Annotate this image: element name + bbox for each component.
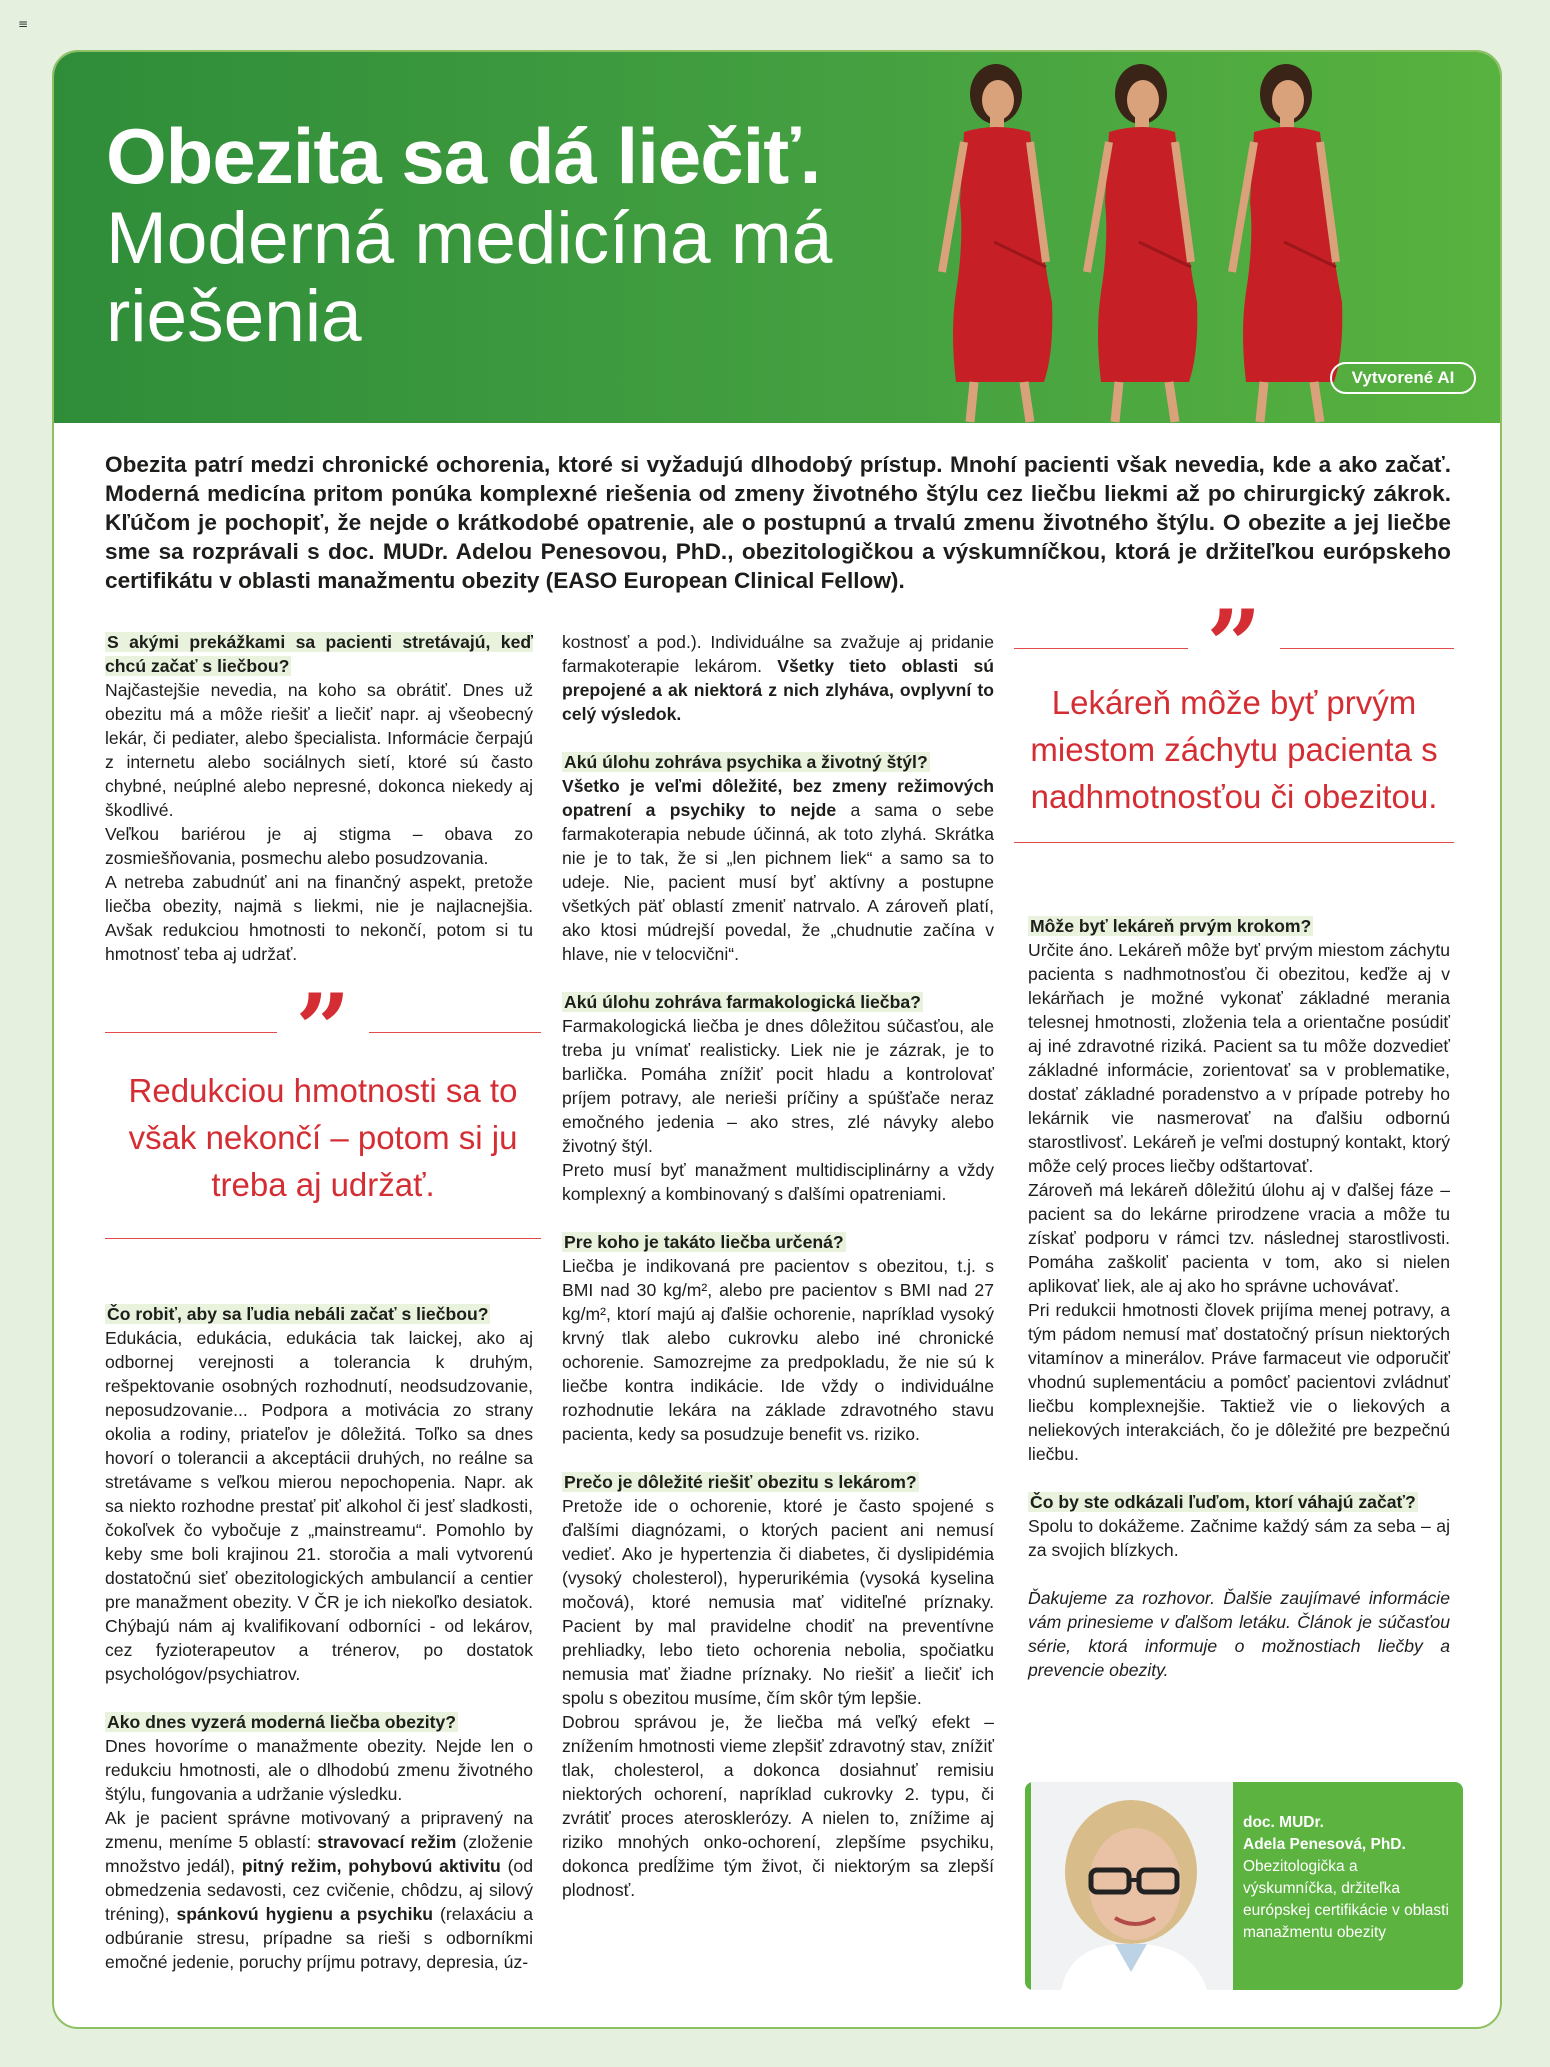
right-column	[1020, 914, 1450, 1682]
hero-banner	[54, 52, 1500, 423]
doctor-name: doc. MUDr. Adela Penesová, PhD.	[1243, 1814, 1406, 1853]
middle-column	[562, 630, 994, 1902]
pull-quote-right	[1014, 589, 1454, 843]
pull-quote-text: Lekáreň môže byť prvým miestom záchytu pacienta s nadhmotnosťou či obezitou.	[1030, 684, 1438, 815]
article-card	[52, 50, 1502, 2029]
doctor-role: Obezitologička a výskumníčka, držiteľka európskej certifikácie v oblasti manažmentu obezity	[1243, 1858, 1449, 1941]
answer-text: kostnosť a pod.). Individuálne sa zvažuje aj pridanie farmakoterapie lekárom. Všetky tieto oblasti sú prepojené a ak niektorá z nich zlyháva, ovplyvní to celý výsledok.	[562, 632, 994, 724]
ai-generated-badge: Vytvorené AI	[1330, 362, 1476, 394]
question-heading: S akými prekážkami sa pacienti stretávajú, keď chcú začať s liečbou?	[105, 632, 533, 676]
answer-text: Spolu to dokážeme. Začnime každý sám za seba – aj za svojich blízkych.	[1028, 1516, 1450, 1560]
left-column	[105, 630, 533, 966]
answer-text: Farmakologická liečba je dnes dôležitou súčasťou, ale treba ju vnímať realisticky. Liek nie je zázrak, je to barlička. Pomáha znížiť pocit hladu a kontrolovať príjem potravy, ale nerieši príčiny a spúšťače neraz emočného jedenia – ako stres, zlé návyky alebo životný štýl.	[562, 1016, 994, 1156]
answer-text: Veľkou bariérou je aj stigma – obava zo zosmiešňovania, posmechu alebo posudzovania.	[105, 824, 533, 868]
pull-quote-text: Redukciou hmotnosti sa to však nekončí – potom si ju treba aj udržať.	[128, 1072, 518, 1203]
doctor-portrait	[1031, 1782, 1233, 1990]
question-heading: Akú úlohu zohráva psychika a životný štýl?	[564, 752, 928, 772]
answer-text: Najčastejšie nevedia, na koho sa obrátiť. Dnes už obezitu má a môže riešiť a liečiť napr. aj všeobecný lekár, či pediater, alebo špecialista. Informácie čerpajú z internetu alebo sociálnych sietí, ktoré sú často chybné, neúplné alebo nepresné, dokonca niekedy aj škodlivé.	[105, 680, 533, 820]
answer-text: Dobrou správou je, že liečba má veľký efekt – znížením hmotnosti vieme zlepšiť zdravotný stav, znížiť tlak, cholesterol, a dokonca dosiahnuť remisiu niektorých ochorení, napríklad cukrovky 2. typu, či zvrátiť proces aterosklerózy. A nielen to, znížime aj riziko mnohých onko-ochorení, zlepšíme psychiku, dokonca predĺžime tým život, či niektorým sa zlepší plodnosť.	[562, 1712, 994, 1900]
intro-paragraph: Obezita patrí medzi chronické ochorenia, ktoré si vyžadujú dlhodobý prístup. Mnohí pacienti však nevedia, kde a ako začať. Moderná medicína pritom ponúka komplexné riešenia od zmeny životného štýlu cez liečbu liekmi až po chirurgický zákrok. Kľúčom je pochopiť, že nejde o krátkodobé opatrenie, ale o postupnú a trvalú zmenu životného štýlu. O obezite a jej liečbe sme sa rozprávali s doc. MUDr. Adelou Penesovou, PhD., obezitologičkou a výskumníčkou, ktorá je držiteľkou európskeho certifikátu v oblasti manažmentu obezity (EASO European Clinical Fellow).	[105, 452, 1451, 593]
page-subtitle: Moderná medicína má riešenia	[106, 198, 833, 358]
answer-text: Preto musí byť manažment multidisciplinárny a vždy komplexný a kombinovaný s ďalšími opatreniami.	[562, 1160, 994, 1204]
question-heading: Ako dnes vyzerá moderná liečba obezity?	[107, 1712, 457, 1732]
quote-mark-icon: ”	[1188, 616, 1279, 676]
question-heading: Čo robiť, aby sa ľudia nebáli začať s liečbou?	[107, 1304, 489, 1324]
answer-text: Zároveň má lekáreň dôležitú úlohu aj v ďalšej fáze – pacient sa do lekárne prirodzene vracia a môže tu získať podporu v rámci tzv. následnej starostlivosti. Pomáha zaškoliť pacienta v tom, ako si nielen aplikovať liek, ale aj ako ho správne uchovávať.	[1028, 1180, 1450, 1296]
walking-woman-figure	[942, 64, 1342, 422]
answer-text: Pretože ide o ochorenie, ktoré je často spojené s ďalšími diagnózami, o ktorých pacient ani nemusí vedieť. Ako je hypertenzia či diabetes, či dyslipidémia (vysoký cholesterol), hyperurikémia (vysoká kyselina močová), ktoré nemusia mať viditeľné príznaky. Pacient by mal pravidelne chodiť na preventívne prehliadky, lebo tieto ochorenia nebolia, spočiatku nemusia mať žiadne príznaky. No riešiť a liečiť ich spolu s obezitou musíme, čím skôr tým lepšie.	[562, 1496, 994, 1708]
question-heading: Čo by ste odkázali ľuďom, ktorí váhajú začať?	[1030, 1492, 1416, 1512]
answer-text: Pri redukcii hmotnosti človek prijíma menej potravy, a tým pádom nemusí mať dostatočný prísun niektorých vitamínov a minerálov. Práve farmaceut vie odporučiť vhodnú suplementáciu a pomôcť pacientovi zvládnuť liečbu komplexnejšie. Taktiež vie o liekových a neliekových interakciách, čo je dôležité pre bezpečnú liečbu.	[1028, 1300, 1450, 1464]
closing-note: Ďakujeme za rozhovor. Ďalšie zaujímavé informácie vám prinesieme v ďalšom letáku. Článok je súčasťou série, ktorá informuje o možnostiach liečby a prevencie obezity.	[1028, 1588, 1450, 1680]
answer-text: Ak je pacient správne motivovaný a pripravený na zmenu, meníme 5 oblastí: stravovací režim (zloženie množstvo jedál), pitný režim, pohybovú aktivitu (od obmedzenia sedavosti, cez cvičenie, chôdzu, aj silový tréning), spánkovú hygienu a psychiku (relaxáciu a odbúranie stresu, prípadne sa rieši s odborníkmi emočné jedenie, poruchy príjmu potravy, depresia, úz-	[105, 1808, 534, 1972]
answer-text: Všetko je veľmi dôležité, bez zmeny režimových opatrení a psychiky to nejde a sama o sebe farmakoterapia nebude účinná, ak toto zlyhá. Skrátka nie je to tak, že si „len pichnem liek“ a samo sa to udeje. Nie, pacient musí byť aktívny a postupne všetkých päť oblastí zmeniť natrvalo. A zároveň platí, ako ktosi múdrejší povedal, že „chudnutie začína v hlave, nie v telocvični“.	[562, 776, 994, 964]
quote-mark-icon: ”	[277, 1000, 368, 1060]
answer-text: Dnes hovoríme o manažmente obezity. Nejde len o redukciu hmotnosti, ale o dlhodobú zmenu životného štýlu, fungovania a udržanie výsledku.	[105, 1736, 533, 1804]
menu-icon[interactable]: ≡	[18, 17, 29, 31]
author-profile-card	[1025, 1782, 1463, 1990]
question-heading: Môže byť lekáreň prvým krokom?	[1030, 916, 1312, 936]
hero-illustration	[904, 52, 1374, 423]
answer-text: A netreba zabudnúť ani na finančný aspekt, pretože liečba obezity, najmä s liekmi, nie je najlacnejšia. Avšak redukciou hmotnosti to nekončí, potom si tu hmotnosť teba aj udržať.	[105, 872, 533, 964]
page-title: Obezita sa dá liečiť.	[106, 112, 821, 200]
answer-text: Určite áno. Lekáreň môže byť prvým miestom záchytu pacienta s nadhmotnosťou či obezitou, keďže aj v lekárňach je možné vykonať základné merania telesnej hmotnosti, zloženia tela a orientačne posúdiť aj iné zdravotné riziká. Pacient sa tu môže dozvedieť základné informácie, zorientovať sa v problematike, dostať základné poradenstvo a v prípade potreby ho lekárnik vie nasmerovať na ďalšiu odbornú starostlivosť. Lekáreň je veľmi dostupný kontakt, ktorý môže celý proces liečby odštartovať.	[1028, 940, 1450, 1176]
pull-quote-left	[105, 973, 541, 1239]
answer-text: Edukácia, edukácia, edukácia tak laickej, ako aj odbornej verejnosti a tolerancia k druhým, rešpektovanie osobných rozhodnutí, neodsudzovanie, neposudzovanie... Podpora a motivácia zo strany okolia a rodiny, priateľov je dôležitá. Toľko sa dnes hovorí o tolerancii a akceptácii druhých, no reálne sa stretávame s veľkou mierou nepochopenia. Napr. ak sa niekto rozhodne prestať piť alkohol či jesť sladkosti, čokoľvek čo vybočuje z „mainstreamu“. Pomohlo by keby sme boli krajinou 21. storočia a mali vytvorenú dostatočnú sieť obezitologických ambulancií a centier pre manažment obezity. V ČR je ich niekoľko desiatok. Chýbajú nám aj kvalifikovaní odborníci - od lekárov, cez fyzioterapeutov a trénerov, po dostatok psychológov/psychiatrov.	[105, 1328, 533, 1684]
question-heading: Akú úlohu zohráva farmakologická liečba?	[564, 992, 921, 1012]
question-heading: Prečo je dôležité riešiť obezitu s lekárom?	[564, 1472, 917, 1492]
question-heading: Pre koho je takáto liečba určená?	[564, 1232, 844, 1252]
left-column-lower	[105, 1302, 533, 1974]
answer-text: Liečba je indikovaná pre pacientov s obezitou, t.j. s BMI nad 30 kg/m², alebo pre pacientov s BMI nad 27 kg/m², ktorí majú aj ďalšie ochorenie, napríklad vysoký krvný tlak alebo cukrovku alebo iné chronické ochorenie. Samozrejme za predpokladu, že nie sú k liečbe kontra indikácie. Ide vždy o individuálne rozhodnutie lekára na základe zdravotného stavu pacienta, kedy sa posudzuje benefit vs. riziko.	[562, 1256, 994, 1444]
